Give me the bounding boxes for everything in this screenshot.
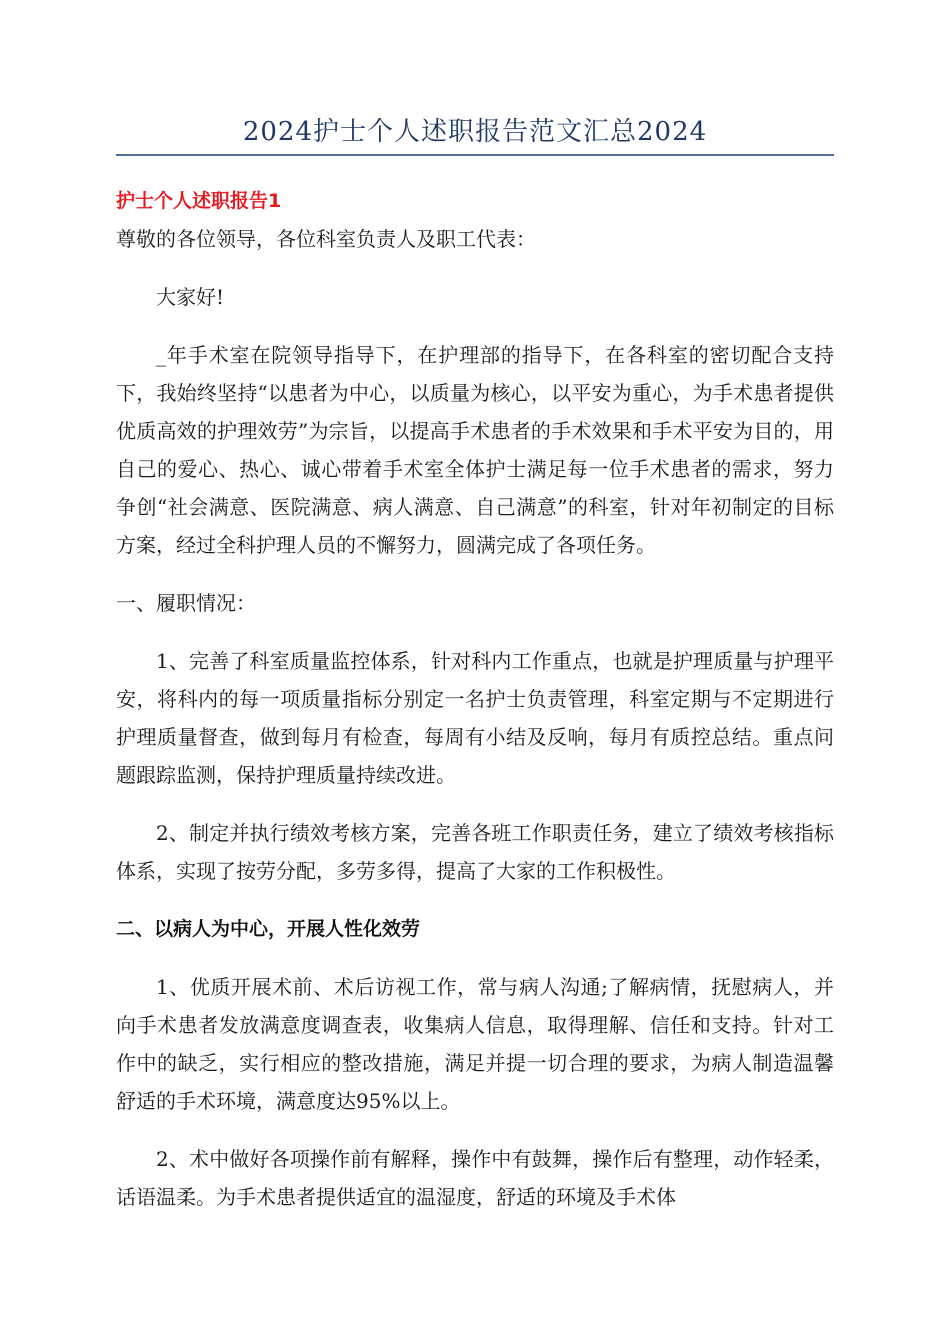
item-2-1: 1、优质开展术前、术后访视工作，常与病人沟通;了解病情，抚慰病人，并向手术患者发放满意度调查表，收集病人信息，取得理解、信任和支持。针对工作中的缺乏，实行相应的整改措施，满足并提一切合理的要求，为病人制造温馨舒适的手术环境，满意度达95%以上。 [116,975,834,1113]
salutation: 尊敬的各位领导，各位科室负责人及职工代表： [116,227,536,251]
intro-paragraph: _年手术室在院领导指导下，在护理部的指导下，在各科室的密切配合支持下，我始终坚持“以患者为中心，以质量为核心，以平安为重心，为手术患者提供优质高效的护理效劳”为宗旨，以提高手术患者的手术效果和手术平安为目的，用自己的爱心、热心、诚心带着手术室全体护士满足每一位手术患者的需求，努力争创“社会满意、医院满意、病人满意、自己满意”的科室，针对年初制定的目标方案，经过全科护理人员的不懈努力，圆满完成了各项任务。 [116,343,834,557]
document-title: 2024护士个人述职报告范文汇总2024 [242,117,708,147]
item-2-2: 2、术中做好各项操作前有解释，操作中有鼓舞，操作后有整理，动作轻柔，话语温柔。为手术患者提供适宜的温湿度，舒适的环境及手术体 [116,1147,834,1209]
item-1-2: 2、制定并执行绩效考核方案，完善各班工作职责任务，建立了绩效考核指标体系，实现了按劳分配，多劳多得，提高了大家的工作积极性。 [116,821,834,883]
document-body [116,148,834,1216]
greeting: 大家好! [156,285,225,309]
subheading-patient-centered: 二、以病人为中心，开展人性化效劳 [116,918,421,940]
subheading-performance: 一、履职情况： [116,591,256,615]
item-1-1: 1、完善了科室质量监控体系，针对科内工作重点，也就是护理质量与护理平安，将科内的每一项质量指标分别定一名护士负责管理，科室定期与不定期进行护理质量督查，做到每月有检查，每周有小结及反响，每月有质控总结。重点问题跟踪监测，保持护理质量持续改进。 [116,649,834,787]
section-heading: 护士个人述职报告1 [116,190,282,212]
